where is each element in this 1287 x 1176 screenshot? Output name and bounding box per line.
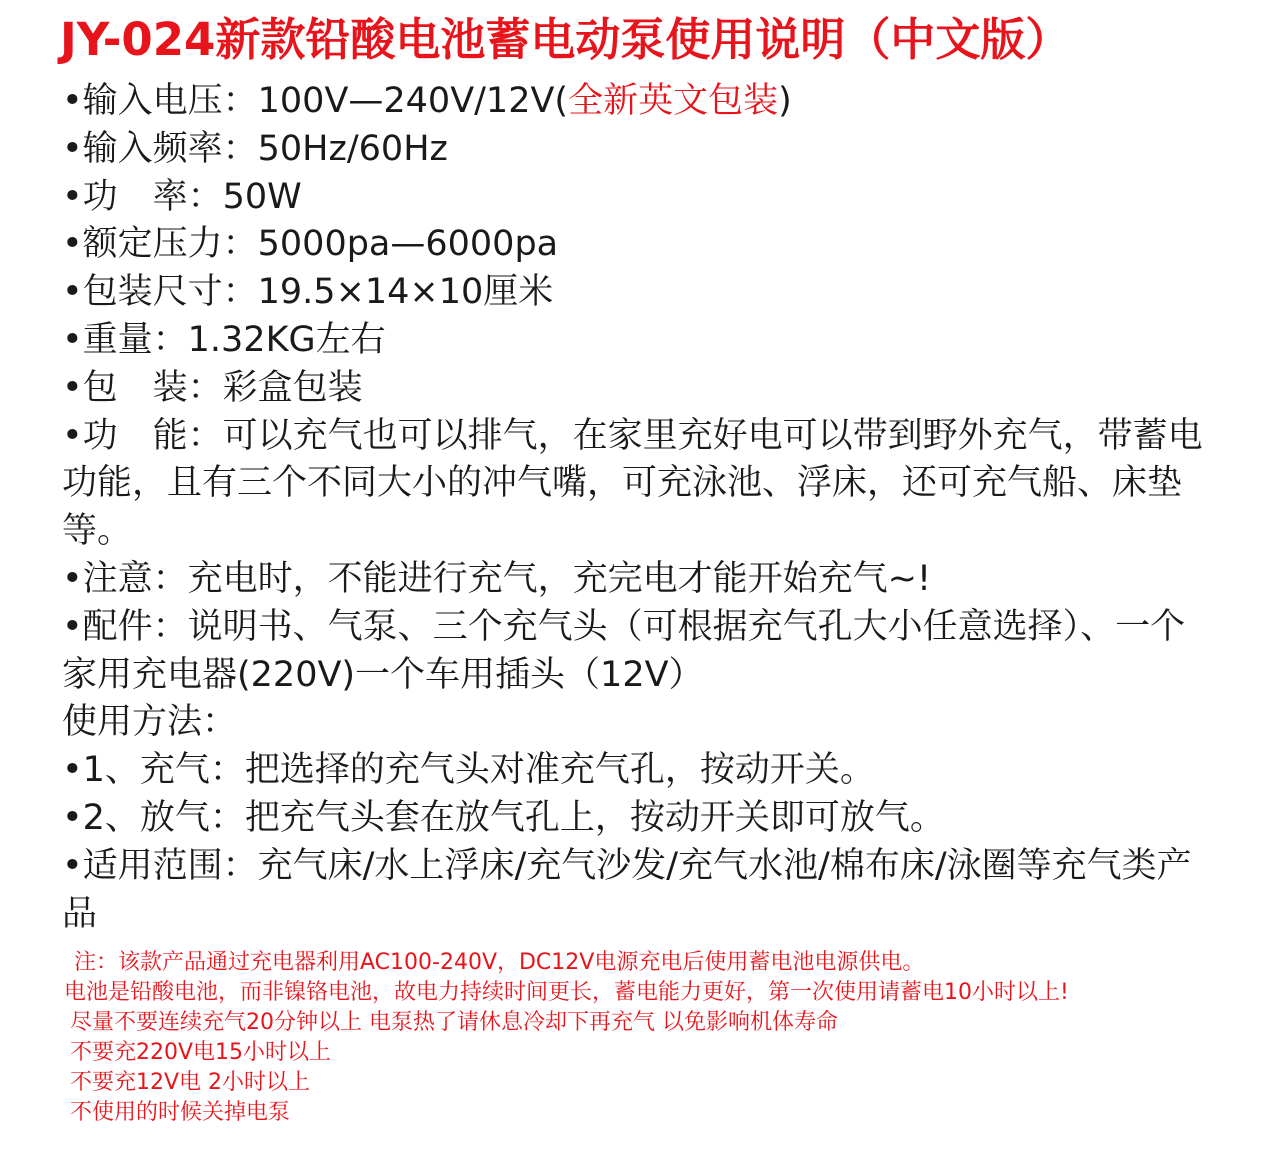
spec-voltage-end: ) [778,81,792,121]
note-line: 不使用的时候关掉电泵 [70,1100,291,1125]
spec-caution: •注意：充电时，不能进行充气，充完电才能开始充气~! [62,558,932,599]
spec-weight: •重量：1.32KG左右 [62,319,386,360]
spec-function: •功 能：可以充气也可以排气，在家里充好电可以带到野外充气，带蓄电功能，且有三个不同大小的冲气嘴，可充泳池、浮床，还可充气船、床垫等。 [62,415,1203,552]
note-line: 不要充220V电15小时以上 [70,1040,332,1065]
note-line: 不要充12V电 2小时以上 [70,1070,311,1095]
note-line: 电池是铅酸电池，而非镍铬电池，故电力持续时间更长，蓄电能力更好，第一次使用请蓄电10小时以上! [64,980,1069,1005]
page-title: JY-024新款铅酸电池蓄电动泵使用说明（中文版） [60,13,1071,66]
usage-step-inflate: •1、充气：把选择的充气头对准充气孔，按动开关。 [62,750,875,791]
spec-packaging: •包 装：彩盒包装 [62,367,363,408]
spec-list [62,78,1212,938]
usage-heading: 使用方法： [62,702,238,743]
notes-section [64,948,1254,1128]
usage-step-deflate: •2、放气：把充气头套在放气孔上，按动开关即可放气。 [62,797,945,838]
note-line: 注：该款产品通过充电器利用AC100-240V，DC12V电源充电后使用蓄电池电源供电。 [74,950,925,975]
spec-pressure: •额定压力：5000pa—6000pa [62,224,559,265]
english-package-note: 全新英文包装 [568,81,779,121]
spec-scope: •适用范围：充气床/水上浮床/充气沙发/充气水池/棉布床/泳圈等充气类产品 [62,845,1192,934]
spec-voltage-text: •输入电压：100V—240V/12V( [62,81,569,121]
note-line: 尽量不要连续充气20分钟以上 电泵热了请休息冷却下再充气 以免影响机体寿命 [70,1010,838,1035]
spec-power: •功 率：50W [62,176,302,217]
spec-accessories: •配件：说明书、气泵、三个充气头（可根据充气孔大小任意选择）、一个家用充电器(220V)一个车用插头（12V） [62,606,1186,695]
spec-voltage [62,78,1212,126]
spec-frequency: •输入频率：50Hz/60Hz [62,128,448,169]
spec-package-size: •包装尺寸：19.5×14×10厘米 [62,272,554,313]
